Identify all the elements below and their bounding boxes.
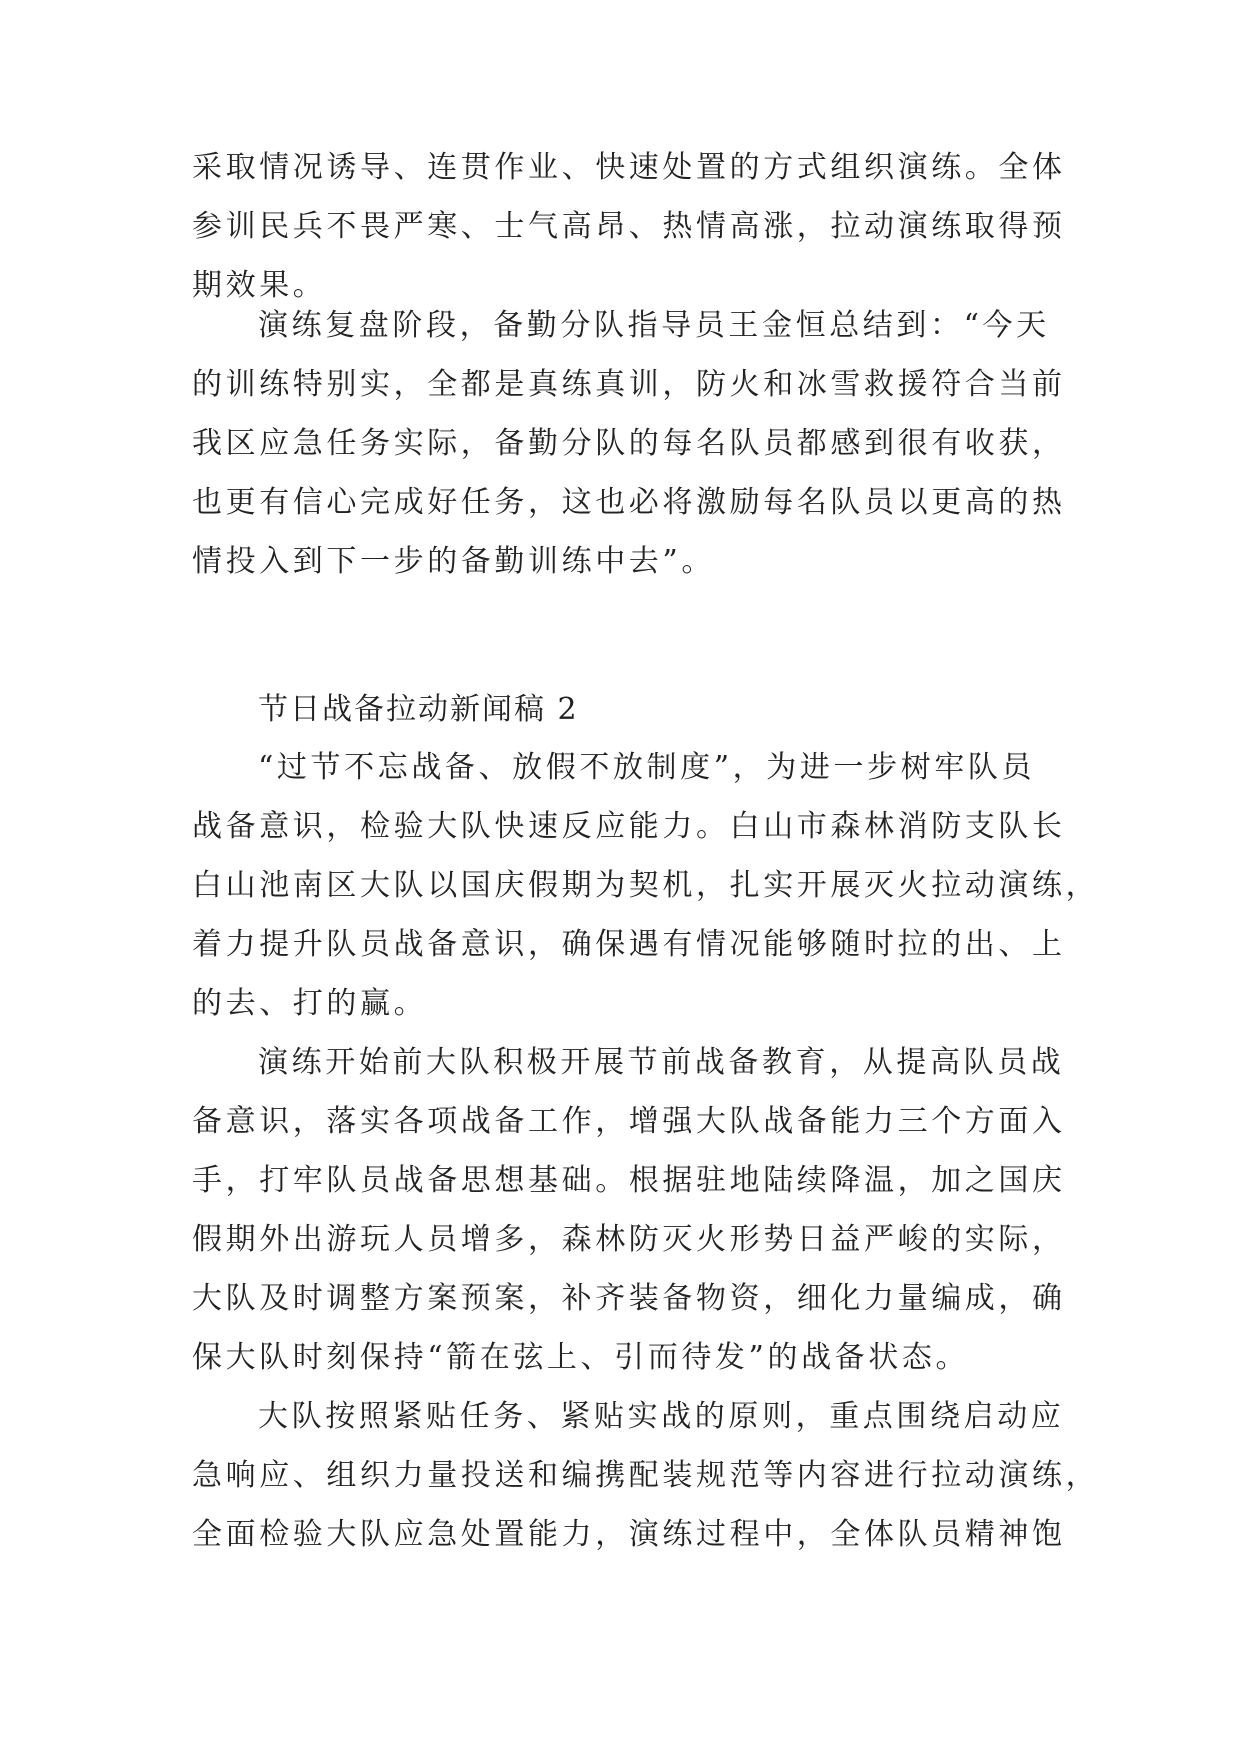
text-line: 战备意识，检验大队快速反应能力。白山市森林消防支队长 [192, 809, 1066, 844]
text-line: 保大队时刻保持“箭在弦上、引而待发”的战备状态。 [192, 1340, 970, 1375]
text-line: 大队按照紧贴任务、紧贴实战的原则，重点围绕启动应 [258, 1399, 1065, 1434]
text-line: 着力提升队员战备意识，确保遇有情况能够随时拉的出、上 [192, 927, 1066, 962]
paragraph-5 [192, 1387, 1100, 1564]
text-line: 急响应、组织力量投送和编携配装规范等内容进行拉动演练， [192, 1458, 1100, 1493]
text-line: 手，打牢队员战备思想基础。根据驻地陆续降温，加之国庆 [192, 1163, 1066, 1198]
text-line: 白山池南区大队以国庆假期为契机，扎实开展灭火拉动演练， [192, 868, 1100, 903]
text-line: 采取情况诱导、连贯作业、快速处置的方式组织演练。全体 [192, 150, 1066, 185]
paragraph-1 [192, 138, 1066, 315]
text-line: 期效果。 [192, 268, 327, 303]
text-line: 大队及时调整方案预案，补齐装备物资，细化力量编成，确 [192, 1281, 1066, 1316]
paragraph-2 [192, 296, 1066, 591]
section-heading [192, 680, 1052, 739]
text-line: 备意识，落实各项战备工作，增强大队战备能力三个方面入 [192, 1104, 1066, 1139]
text-line: 的训练特别实，全都是真练真训，防火和冰雪救援符合当前 [192, 367, 1066, 402]
text-line: 也更有信心完成好任务，这也必将激励每名队员以更高的热 [192, 485, 1066, 520]
heading-text: 节日战备拉动新闻稿 2 [258, 692, 579, 727]
text-line: 的去、打的赢。 [192, 986, 428, 1021]
text-line: 参训民兵不畏严寒、士气高昂、热情高涨，拉动演练取得预 [192, 209, 1066, 244]
text-line: 演练复盘阶段，备勤分队指导员王金恒总结到：“今天 [258, 308, 1050, 343]
paragraph-4 [192, 1033, 1066, 1387]
paragraph-3 [192, 738, 1100, 1033]
text-line: 假期外出游玩人员增多，森林防灭火形势日益严峻的实际， [192, 1222, 1066, 1257]
text-line: 演练开始前大队积极开展节前战备教育，从提高队员战 [258, 1045, 1065, 1080]
text-line: 我区应急任务实际，备勤分队的每名队员都感到很有收获， [192, 426, 1066, 461]
text-line: 全面检验大队应急处置能力，演练过程中，全体队员精神饱 [192, 1517, 1066, 1552]
text-line: “过节不忘战备、放假不放制度”，为进一步树牢队员 [258, 750, 1036, 785]
text-line: 情投入到下一步的备勤训练中去”。 [192, 544, 715, 579]
